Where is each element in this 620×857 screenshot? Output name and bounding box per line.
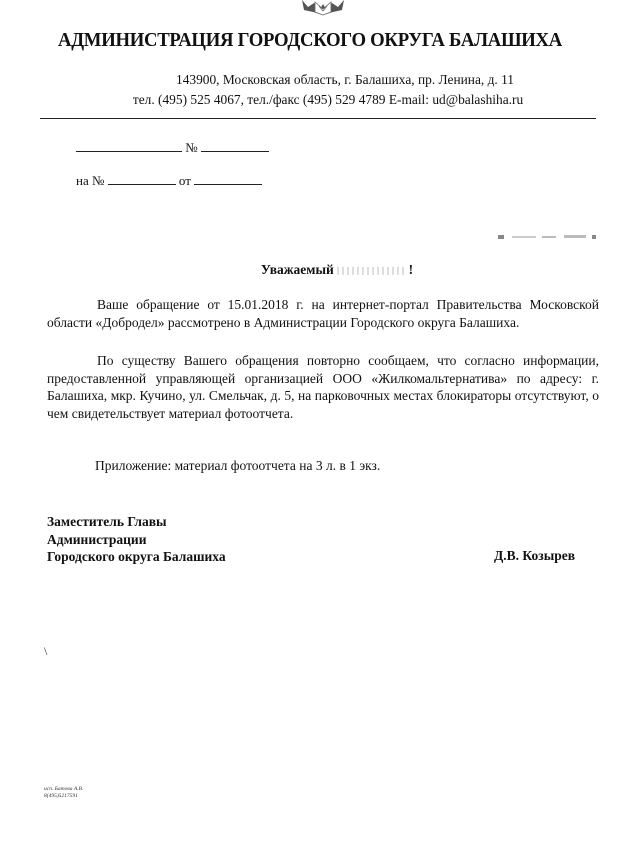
reference-date-blank (194, 172, 262, 185)
signatory-title-line-3: Городского округа Балашиха (47, 549, 226, 564)
organization-address: 143900, Московская область, г. Балашиха, пр. Ленина, д. 11 (176, 72, 514, 87)
registration-number-line (76, 139, 269, 156)
organization-contacts: тел. (495) 525 4067, тел./факс (495) 529 4789 E-mail: ud@balashiha.ru (132, 92, 524, 107)
reference-number-blank (108, 172, 176, 185)
body-paragraph-2: По существу Вашего обращения повторно сообщаем, что согласно информации, предоставленной управляющей организацией ООО «Жилкомальтернатива» по адресу: г. Балашиха, мкр. Кучино, ул. Смельчак, д. 5, на парковочных местах блокираторы отсутствуют, о чем свидетельствует материал фотоотчета. (47, 353, 599, 421)
reference-from-label: от (178, 173, 191, 188)
redacted-addressee (498, 232, 598, 242)
reference-prefix: на № (76, 173, 105, 188)
signature-block (47, 513, 226, 566)
attachment-note: Приложение: материал фотоотчета на 3 л. в 1 экз. (95, 458, 381, 473)
number-blank (201, 139, 269, 152)
signatory-name: Д.В. Козырев (494, 548, 576, 563)
executor-info (44, 786, 83, 800)
stray-mark: \ (44, 644, 48, 658)
date-blank (76, 139, 182, 152)
organization-title: АДМИНИСТРАЦИЯ ГОРОДСКОГО ОКРУГА БАЛАШИХА (57, 30, 563, 51)
header-divider (40, 118, 596, 119)
signatory-title-line-2: Администрации (47, 531, 147, 547)
executor-name: исп. Батова А.В. (44, 786, 84, 792)
reference-number-line (76, 172, 262, 189)
coat-of-arms-emblem (298, 0, 348, 16)
body-paragraph-1: Ваше обращение от 15.01.2018 г. на интернет-портал Правительства Московской области «Добродел» рассмотрено в Администрации Городского округа Балашиха. (47, 297, 599, 330)
salutation (0, 262, 620, 278)
signatory-title-line-1: Заместитель Главы (47, 514, 167, 529)
salutation-suffix: ! (408, 262, 414, 277)
salutation-text: Уважаемый (260, 262, 334, 277)
executor-phone: 8(495)5217591 (44, 793, 78, 799)
redacted-name (337, 267, 405, 275)
number-sign: № (185, 140, 198, 155)
